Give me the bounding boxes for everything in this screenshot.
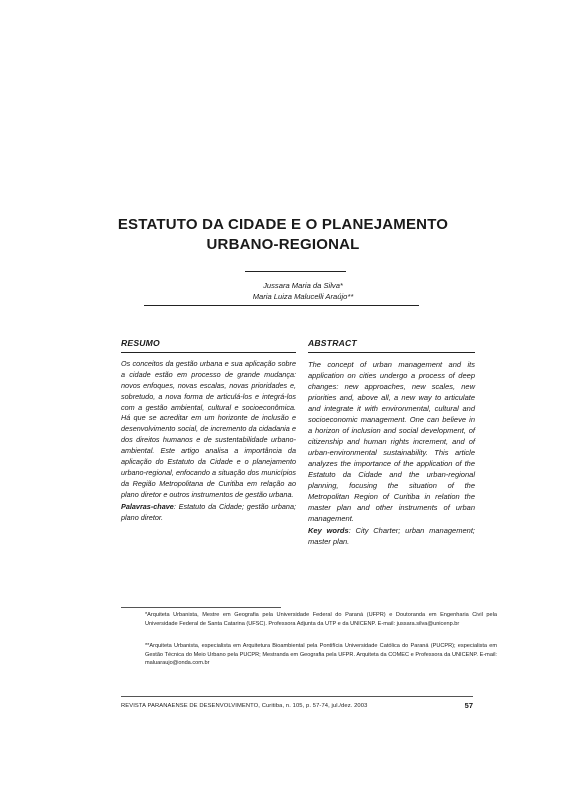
resumo-keywords	[121, 502, 296, 524]
author-2: Maria Luiza Malucelli Araújo**	[252, 292, 354, 301]
title-divider	[245, 271, 346, 272]
footer-divider	[121, 696, 473, 697]
resumo-body: Os conceitos da gestão urbana e sua aplicação sobre a cidade estão em processo de grande mudança: novos enfoques, novas escalas, novas prioridades e, sobretudo, a nova forma de articulá-los e integrá-los com a gestão ambiental, cultural e socioeconômica. Há que se acreditar em um horizonte de inclusão e desenvolvimento social, de incremento da cidadania e dos direitos humanos e de sustentabilidade urbano-ambiental. Este artigo analisa a importância da aplicação do Estatuto da Cidade e o planejamento urbano-regional, enfocando a situação dos municípios da Região Metropolitana de Curitiba em relação ao plano diretor e outros instrumentos de gestão urbana.	[121, 358, 296, 499]
abstract-heading-rule	[308, 352, 475, 353]
title-line-1: ESTATUTO DA CIDADE E O PLANEJAMENTO	[117, 216, 449, 233]
abstract-body: The concept of urban management and its application on cities undergo a process of deep changes: new approaches, new scales, new priorities and, above all, a new way to articulate and integrate it with environmental, cultural and socioeconomic management. One can believe in a horizon of inclusion and social development, of citizenship and human rights increment, and of urban-environmental sustainability. This article analyzes the importance of the application of the Estatuto da Cidade and the urban-regional planning, focusing the situation of the Metropolitan Region of Curitiba in relation the master plan and other instruments of urban management.	[308, 360, 475, 523]
page-number: 57	[464, 701, 473, 710]
resumo-keywords-text: : Estatuto da Cidade; gestão urbana; plano diretor.	[121, 501, 296, 522]
footnote-1: *Arquiteta Urbanista, Mestre em Geografia pela Universidade Federal do Paraná (UFPR) e Doutoranda em Engenharia Civil pela Universidade Federal de Santa Catarina (UFSC). Professora Adjunta da UTP e da UNICENP. E-mail: jussara.silva@unicenp.br	[145, 612, 497, 627]
authors-block	[60, 280, 506, 302]
resumo-heading: RESUMO	[121, 338, 160, 348]
authors-divider	[144, 305, 419, 306]
footnote-divider	[121, 607, 281, 608]
abstract-column	[308, 338, 475, 547]
article-title	[60, 215, 506, 255]
author-1: Jussara Maria da Silva*	[263, 281, 343, 290]
resumo-column	[121, 338, 296, 524]
resumo-keywords-label: Palavras-chave	[121, 501, 174, 511]
abstract-keywords-text: : City Charter; urban management; master plan.	[308, 526, 475, 546]
abstract-keywords-label: Key words	[308, 526, 349, 535]
abstract-keywords	[308, 525, 475, 547]
resumo-heading-rule	[121, 352, 296, 353]
footnote-2: **Arquiteta Urbanista, especialista em Arquitetura Bioambiental pela Pontifícia Universidade Católica do Paraná (PUCPR); especialista em Gestão Técnica do Meio Urbano pela PUCPR; Mestranda em Geografia pela UFPR. Arquiteta da COMEC e Professora da UNICENP. E-mail: maluaraujo@onda.com.br	[145, 643, 497, 667]
abstract-heading: ABSTRACT	[308, 338, 357, 348]
journal-citation: REVISTA PARANAENSE DE DESENVOLVIMENTO, Curitiba, n. 105, p. 57-74, jul./dez. 2003	[121, 703, 368, 709]
title-line-2: URBANO-REGIONAL	[206, 236, 360, 253]
